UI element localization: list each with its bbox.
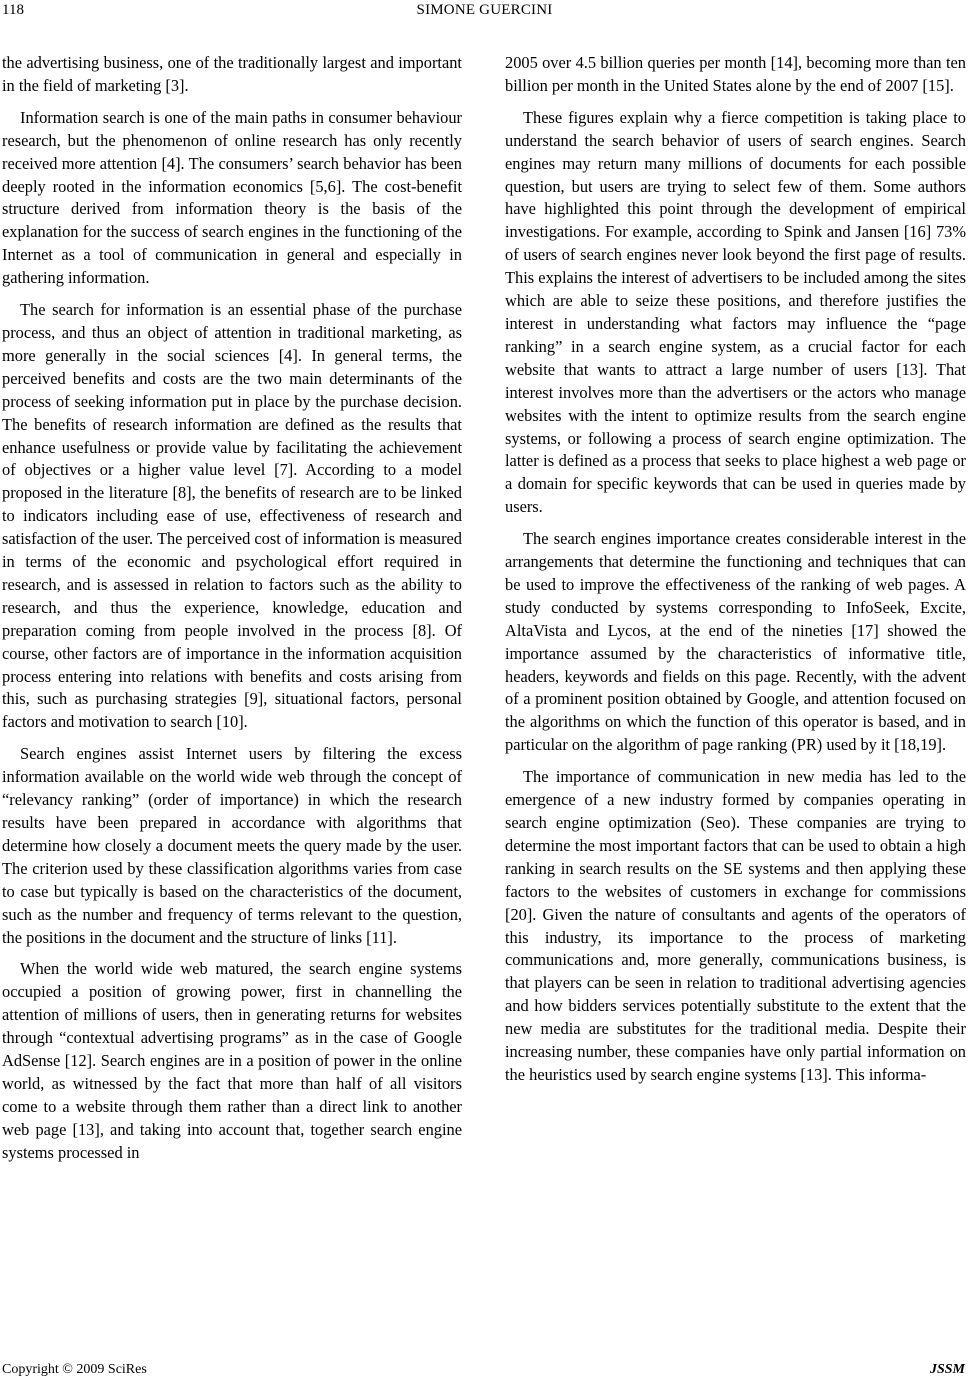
running-head-author: SIMONE GUERCINI	[416, 2, 553, 18]
copyright-notice: Copyright © 2009 SciRes	[2, 1362, 147, 1377]
right-column	[505, 52, 966, 1342]
paragraph: The search engines importance creates considerable interest in the arrangements that determine the functioning and techniques that can be used to improve the effectiveness of the ranking of web pages. A study conducted by systems corresponding to InfoSeek, Excite, AltaVista and Lycos, at the end of the nineties [17] showed the importance assumed by the characteristics of informative title, headers, keywords and fields on this page. Recently, with the advent of a prominent position obtained by Google, and attention focused on the algorithms on which the function of this operator is based, and in particular on the algorithm of page ranking (PR) used by it [18,19].	[505, 529, 966, 755]
paragraph: These figures explain why a fierce competition is taking place to understand the search behavior of users of search engines. Search engines may return many millions of documents for each possible question, but users are trying to select few of them. Some authors have highlighted this point through the development of empirical investigations. For example, according to Spink and Jansen [16] 73% of users of search engines never look beyond the first page of results. This explains the interest of advertisers to be included among the sites which are able to seize these positions, and therefore justifies the interest in understanding what factors may influence the “page ranking” in a search engine system, as a crucial factor for each website that wants to attract a large number of users [13]. That interest involves more than the advertisers or the actors who manage websites with the intent to optimize results from the search engine systems, or following a process of search engine optimization. The latter is defined as a process that seeks to place highest a web page or a domain for specific keywords that can be used in queries made by users.	[505, 107, 966, 517]
paragraph: Information search is one of the main paths in consumer behaviour research, but the phenomenon of online research has only recently received more attention [4]. The consumers’ search behavior has been deeply rooted in the information economics [5,6]. The cost-benefit structure derived from information theory is the basis of the explanation for the success of search engines in the functioning of the Internet as a tool of communication in general and especially in gathering information.	[2, 107, 462, 288]
paragraph: The importance of communication in new media has led to the emergence of a new industry formed by companies operating in search engine optimization (Seo). These companies are trying to determine the most important factors that can be used to obtain a high ranking in search results on the SE systems and then applying these factors to the websites of customers in exchange for commissions [20]. Given the nature of consultants and agents of the operators of this industry, its importance to the process of marketing communications and, more generally, communications business, is that players can be seen in relation to traditional advertising agencies and how bidders services potentially substitute to the extent that the new media are substitutes for the traditional media. Despite their increasing number, these companies have only partial information on the heuristics used by search engine systems [13]. This informa-	[505, 767, 966, 1084]
paragraph: 2005 over 4.5 billion queries per month [14], becoming more than ten billion per month in the United States alone by the end of 2007 [15].	[505, 53, 966, 95]
page-footer	[0, 1362, 969, 1386]
journal-abbreviation: JSSM	[929, 1362, 965, 1377]
left-column	[2, 52, 462, 1342]
page-header	[0, 0, 969, 30]
paragraph: Search engines assist Internet users by filtering the excess information available on the world wide web through the concept of “relevancy ranking” (order of importance) in which the research results have been prepared in accordance with algorithms that determine how closely a document meets the query made by the user. The criterion used by these classification algorithms varies from case to case but typically is based on the characteristics of the document, such as the number and frequency of terms relevant to the question, the positions in the document and the structure of links [11].	[2, 744, 462, 947]
paragraph: the advertising business, one of the traditionally largest and important in the field of marketing [3].	[2, 53, 462, 95]
paragraph: When the world wide web matured, the search engine systems occupied a position of growing power, first in channelling the attention of millions of users, then in generating returns for websites through “contextual advertising programs” as in the case of Google AdSense [12]. Search engines are in a position of power in the online world, as witnessed by the fact that more than half of all visitors come to a website through them rather than a direct link to another web page [13], and taking into account that, together search engine systems processed in	[2, 959, 462, 1162]
paragraph: The search for information is an essential phase of the purchase process, and thus an object of attention in traditional marketing, as more generally in the social sciences [4]. In general terms, the perceived benefits and costs are the two main determinants of the process of seeking information put in place by the purchase decision. The benefits of research information are defined as the results that enhance usefulness or provide value by facilitating the achievement of objectives or a higher value level [7]. According to a model proposed in the literature [8], the benefits of research are to be linked to indicators including ease of use, effectiveness of research and satisfaction of the user. The perceived cost of information is measured in terms of the economic and psychological effort required in research, and is assessed in relation to factors such as the ability to research, and thus the experience, knowledge, education and preparation coming from people involved in the process [8]. Of course, other factors are of importance in the information acquisition process entering into relations with benefits and costs arising from this, such as purchasing strategies [9], situational factors, personal factors and motivation to search [10].	[2, 300, 462, 732]
page-number: 118	[2, 2, 24, 18]
